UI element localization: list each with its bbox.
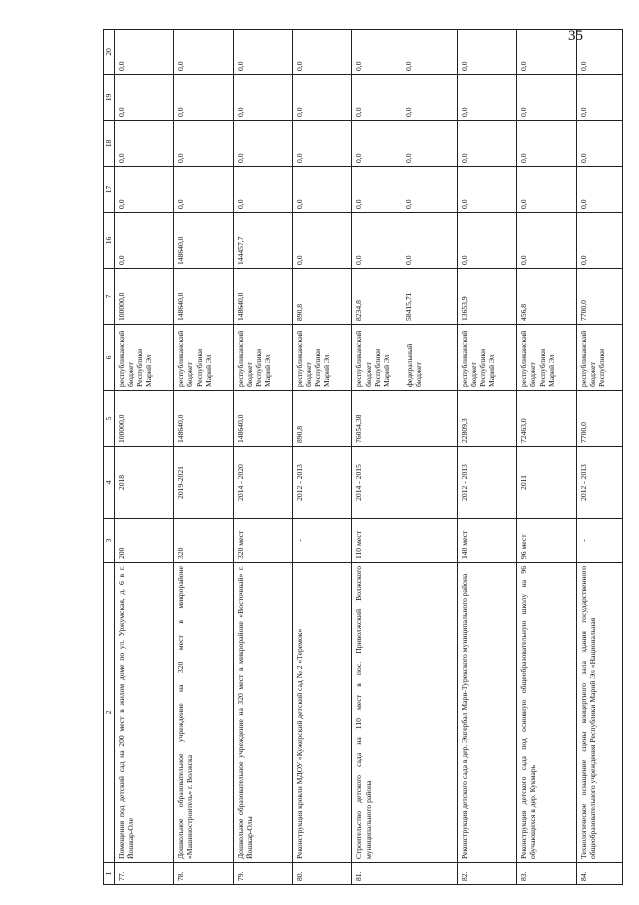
value-col18: 0,0: [174, 121, 233, 167]
spacer: [364, 170, 404, 209]
value-col17: 0,0: [174, 167, 233, 213]
value-col17-cell: [352, 167, 458, 213]
value-col19: 0,0: [403, 107, 413, 117]
value-col17: 0,0: [233, 167, 292, 213]
period: 2012 - 2013: [457, 447, 516, 519]
value-col7: 456,8: [517, 269, 576, 325]
value-col20-cell: [352, 30, 458, 75]
period: 2018: [115, 447, 174, 519]
column-header: 4: [104, 447, 115, 519]
column-header: 7: [104, 269, 115, 325]
object-name: Помещения под детский сад на 200 мест в жилом доме по ул. Уржумская, д. 6 в г. Йошкар-Оле: [115, 563, 174, 863]
column-header: 17: [104, 167, 115, 213]
funding-source: республиканский бюджет Республики Марий Эл: [115, 325, 174, 391]
spacer: [391, 328, 405, 387]
value-col17: 0,0: [403, 199, 413, 209]
object-name: Реконструкция детского сада под основную общеобразовательную школу на 96 обучающихся в дер. Кукмарь: [517, 563, 576, 863]
value-col18: 0,0: [576, 121, 622, 167]
value-col19: 0,0: [233, 75, 292, 121]
column-header: 2: [104, 563, 115, 863]
page-number: 35: [568, 28, 583, 44]
funding-source-cell: [352, 325, 458, 391]
value-col7: 7700,0: [576, 269, 622, 325]
value-col19: 0,0: [174, 75, 233, 121]
object-name: Технологическое оснащение сцены концертного зала здания государственного общеобразовательного учреждения Республики Марий Эл «Национальная: [576, 563, 622, 863]
capacity: 200: [115, 519, 174, 563]
value-col19-cell: [352, 75, 458, 121]
table-row: [517, 30, 576, 885]
spacer: [364, 216, 404, 265]
column-header: 16: [104, 213, 115, 269]
value-col7: 58415,71: [403, 292, 413, 321]
funding-source: республиканский бюджет Республики Марий Эл: [233, 325, 292, 391]
value-col20: 0,0: [293, 30, 352, 75]
row-number: 77.: [115, 863, 174, 885]
period: 2014 - 2015: [352, 447, 458, 519]
value-col20: 0,0: [576, 30, 622, 75]
value-col7: 8234,8: [354, 300, 364, 321]
value-col16: 0,0: [403, 255, 413, 265]
estimated-cost: 148640,0: [174, 391, 233, 447]
object-name: Дошкольное образовательное учреждение на 320 мест в микрорайоне «Восточный» г. Йошкар-Олы: [233, 563, 292, 863]
value-col20: 0,0: [457, 30, 516, 75]
spacer: [364, 78, 404, 117]
value-col19: 0,0: [293, 75, 352, 121]
spacer: [364, 33, 404, 71]
value-col16: 0,0: [576, 213, 622, 269]
value-col19: 0,0: [517, 75, 576, 121]
period: 2012 - 2013: [576, 447, 622, 519]
estimated-cost: 7700,0: [576, 391, 622, 447]
capacity: 320 мест: [233, 519, 292, 563]
value-col16: 144457,7: [233, 213, 292, 269]
value-col19: 0,0: [115, 75, 174, 121]
column-header: 20: [104, 30, 115, 75]
value-col18: 0,0: [457, 121, 516, 167]
capacity: -: [576, 519, 622, 563]
period: 2019-2021: [174, 447, 233, 519]
value-col17: 0,0: [115, 167, 174, 213]
period: 2014 - 2020: [233, 447, 292, 519]
value-col20: 0,0: [115, 30, 174, 75]
value-col18: 0,0: [517, 121, 576, 167]
value-col19: 0,0: [576, 75, 622, 121]
value-col20: 0,0: [354, 61, 364, 71]
value-col16: 0,0: [115, 213, 174, 269]
value-col19: 0,0: [354, 107, 364, 117]
budget-table: [103, 29, 623, 885]
estimated-cost: 100000,0: [115, 391, 174, 447]
estimated-cost: 22809,3: [457, 391, 516, 447]
value-col18-cell: [352, 121, 458, 167]
value-col16: 0,0: [293, 213, 352, 269]
value-col18: 0,0: [115, 121, 174, 167]
value-col20: 0,0: [403, 61, 413, 71]
value-col7-cell: [352, 269, 458, 325]
capacity: 320: [174, 519, 233, 563]
column-header: 5: [104, 391, 115, 447]
value-col17: 0,0: [293, 167, 352, 213]
value-col7: 148640,0: [174, 269, 233, 325]
funding-source: республиканский бюджет Республики Марий Эл: [174, 325, 233, 391]
value-col7: 13653,9: [457, 269, 516, 325]
capacity: 96 мест: [517, 519, 576, 563]
value-col7: 100000,0: [115, 269, 174, 325]
value-col16: 0,0: [354, 255, 364, 265]
value-col18: 0,0: [403, 153, 413, 163]
period: 2011: [517, 447, 576, 519]
value-col20: 0,0: [233, 30, 292, 75]
table-row: [352, 30, 458, 885]
rotated-table-container: [103, 30, 623, 885]
estimated-cost: 76054,38: [352, 391, 458, 447]
value-col17: 0,0: [457, 167, 516, 213]
period: 2012 - 2013: [293, 447, 352, 519]
funding-source: республиканский бюджет Республики Марий Эл: [457, 325, 516, 391]
column-number-row: [104, 30, 115, 885]
funding-source: республиканский бюджет Республики Марий Эл: [517, 325, 576, 391]
spacer: [364, 124, 404, 163]
object-name: Реконструкция детского сада в дер. Энгербал Мари-Турекского муниципального района: [457, 563, 516, 863]
value-col16: 0,0: [517, 213, 576, 269]
value-col20: 0,0: [174, 30, 233, 75]
value-col7: 148640,0: [233, 269, 292, 325]
capacity: 140 мест: [457, 519, 516, 563]
row-number: 83.: [517, 863, 576, 885]
value-col16-cell: [352, 213, 458, 269]
table-row: [293, 30, 352, 885]
value-col17: 0,0: [354, 199, 364, 209]
estimated-cost: 890,8: [293, 391, 352, 447]
value-col18: 0,0: [233, 121, 292, 167]
row-number: 78.: [174, 863, 233, 885]
value-col17: 0,0: [517, 167, 576, 213]
column-header: 3: [104, 519, 115, 563]
spacer: [364, 272, 404, 321]
row-number: 81.: [352, 863, 458, 885]
value-col20: 0,0: [517, 30, 576, 75]
object-name: Реконструкция кровли МДОУ «Кужерский детский сад № 2 «Теремок»: [293, 563, 352, 863]
funding-source: республиканский бюджет Республики Марий Эл: [293, 325, 352, 391]
estimated-cost: 148640,0: [233, 391, 292, 447]
row-number: 80.: [293, 863, 352, 885]
table-row: [115, 30, 174, 885]
table-row: [174, 30, 233, 885]
value-col19: 0,0: [457, 75, 516, 121]
estimated-cost: 72463,0: [517, 391, 576, 447]
value-col18: 0,0: [293, 121, 352, 167]
value-col16: 0,0: [457, 213, 516, 269]
row-number: 79.: [233, 863, 292, 885]
funding-source: республиканский бюджет Республики: [576, 325, 622, 391]
capacity: 110 мест: [352, 519, 458, 563]
row-number: 82.: [457, 863, 516, 885]
value-col17: 0,0: [576, 167, 622, 213]
capacity: -: [293, 519, 352, 563]
table-row: [233, 30, 292, 885]
value-col7: 890,8: [293, 269, 352, 325]
object-name: Строительство детского сада на 110 мест в пос. Приволжский Волжского муниципального района: [352, 563, 458, 863]
column-header: 1: [104, 863, 115, 885]
table-row: [457, 30, 516, 885]
value-col18: 0,0: [354, 153, 364, 163]
object-name: Дошкольное образовательное учреждение на 320 мест в микрорайоне «Машиностроитель» г. Волжска: [174, 563, 233, 863]
funding-source: федеральный бюджет: [404, 343, 423, 387]
column-header: 18: [104, 121, 115, 167]
column-header: 19: [104, 75, 115, 121]
funding-source: республиканский бюджет Республики Марий Эл: [354, 330, 391, 387]
row-number: 84.: [576, 863, 622, 885]
value-col16: 148640,0: [174, 213, 233, 269]
table-row: [576, 30, 622, 885]
column-header: 6: [104, 325, 115, 391]
